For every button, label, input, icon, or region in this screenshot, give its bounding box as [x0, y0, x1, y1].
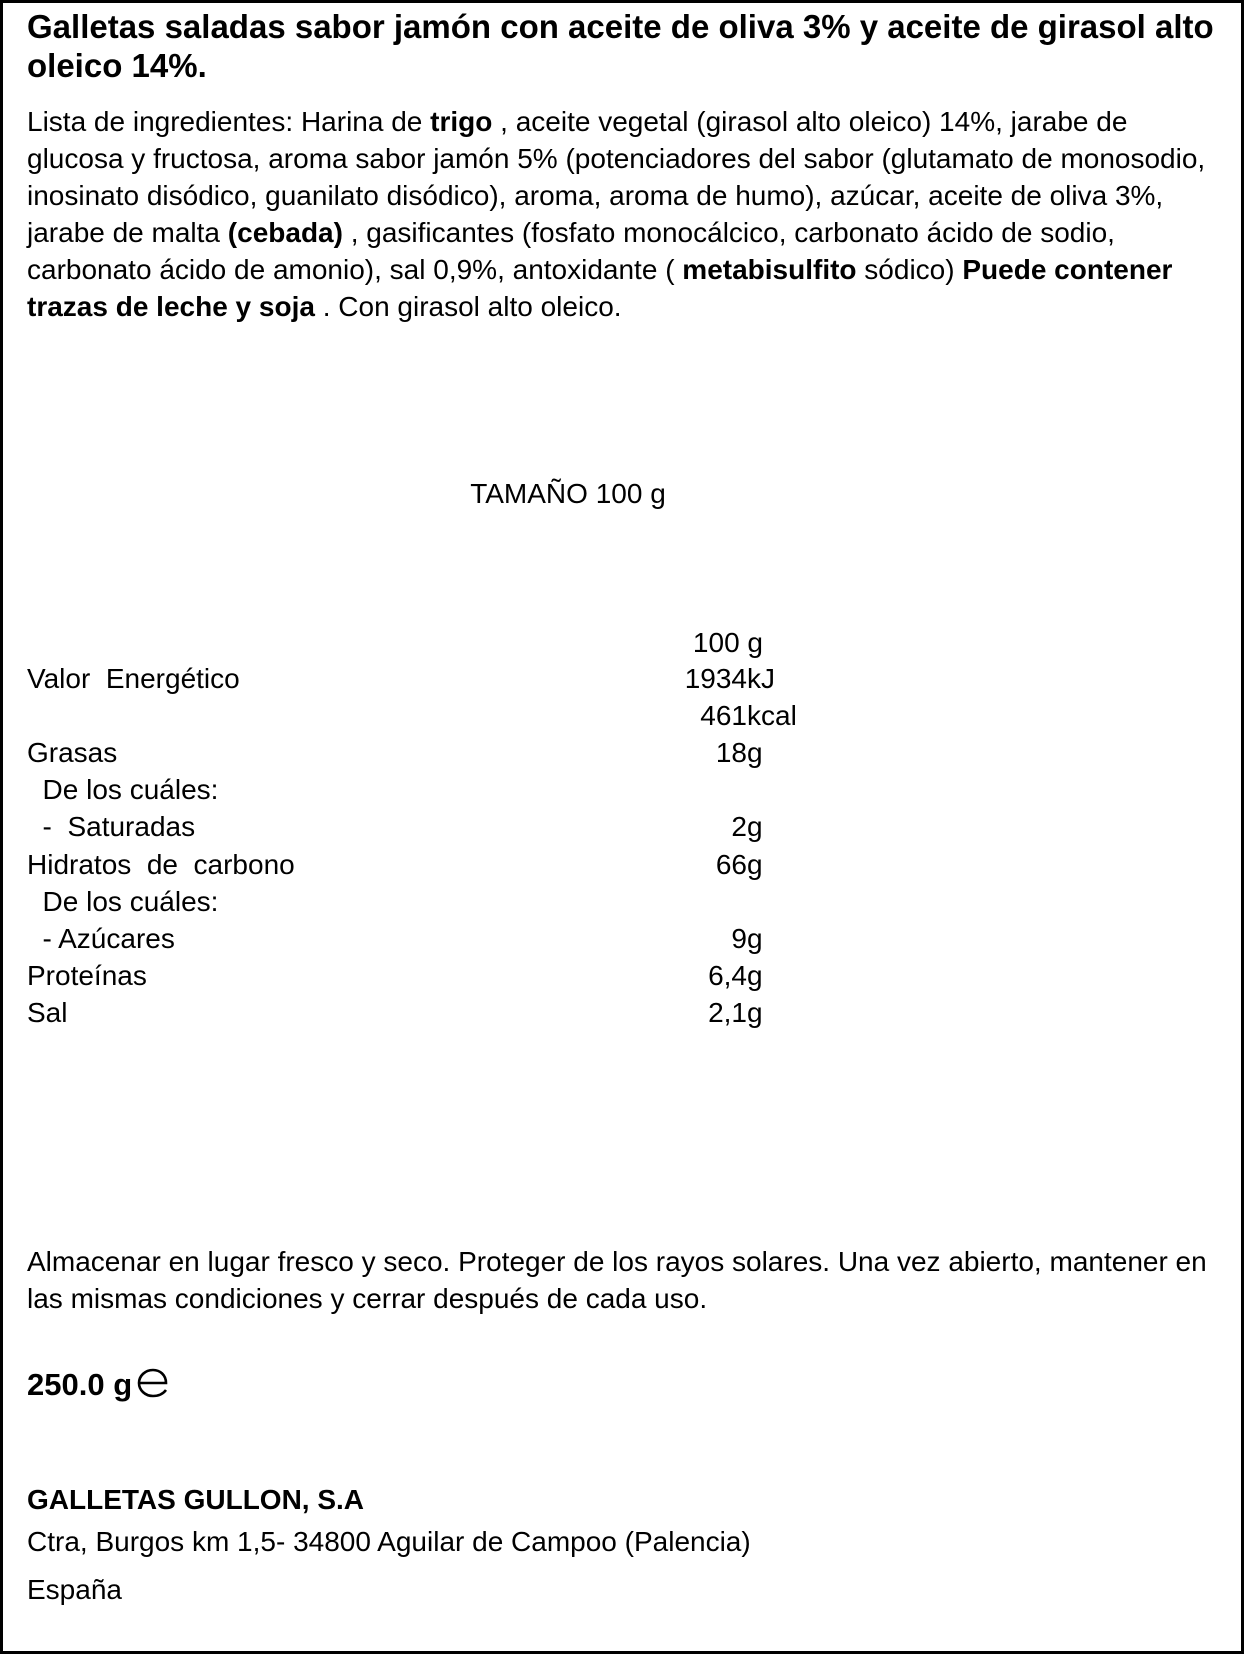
nutrient-value: 2	[731, 811, 747, 842]
ingredients-list	[27, 103, 1227, 325]
ingredients-text: sódico)	[856, 254, 963, 285]
nutrient-value: 1934	[684, 663, 747, 694]
allergen-wheat: trigo	[430, 106, 493, 137]
nutrition-row	[27, 994, 1027, 1031]
nutrient-value: 66	[715, 849, 747, 880]
nutrient-name: De los cuáles:	[27, 886, 219, 917]
nutrient-unit: g	[747, 997, 763, 1028]
ingredients-text: , aceite vegetal (girasol alto oleico) 14%, jarabe de glucosa y fructosa, aroma sabor jamón 5% (potenciadores del sabor (glutamato de monosodio, inosinato disódico, guanilato disódico), aroma, aroma de humo), azúcar, aceite de oliva 3%, jarabe de malta	[27, 106, 1206, 248]
nutrient-unit: kJ	[747, 663, 775, 694]
nutrition-row	[27, 771, 1027, 808]
net-quantity-value: 250.0 g	[27, 1367, 133, 1402]
allergen-sulphite: metabisulfito	[682, 254, 857, 285]
nutrient-name: Sal	[27, 997, 68, 1028]
storage-instructions: Almacenar en lugar fresco y seco. Proteger de los rayos solares. Una vez abierto, mantener en las mismas condiciones y cerrar después de cada uso.	[27, 1246, 1207, 1314]
product-title: Galletas saladas sabor jamón con aceite de oliva 3% y aceite de girasol alto oleico 14%.	[27, 8, 1214, 84]
nutrition-row	[27, 920, 1027, 957]
nutrient-name: De los cuáles:	[27, 774, 219, 805]
nutrient-value: 9	[731, 923, 747, 954]
nutrient-unit: kcal	[747, 700, 797, 731]
serving-size: TAMAÑO 100 g	[470, 478, 666, 509]
nutrient-name: - Saturadas	[27, 811, 196, 842]
nutrient-value: 2,1	[708, 997, 747, 1028]
ingredients-text: . Con girasol alto oleico.	[314, 291, 622, 322]
nutrient-name: Grasas	[27, 737, 118, 768]
allergen-barley: (cebada)	[227, 217, 343, 248]
nutrient-name: - Azúcares	[27, 923, 175, 954]
nutrition-row	[27, 660, 1027, 697]
nutrition-row	[27, 883, 1027, 920]
ingredients-text: , gasificantes (fosfato monocálcico, carbonato ácido de sodio, carbonato ácido de amonio), sal 0,9%, antoxidante (	[27, 217, 1115, 285]
nutrient-unit: g	[747, 811, 763, 842]
nutrient-unit: g	[747, 960, 763, 991]
manufacturer-address: Ctra, Burgos km 1,5- 34800 Aguilar de Campoo (Palencia)	[27, 1526, 751, 1557]
nutrient-name: Proteínas	[27, 960, 147, 991]
nutrition-row	[27, 734, 1027, 771]
manufacturer-country: España	[27, 1574, 122, 1605]
allergen-traces: Puede contener trazas de leche y soja	[27, 254, 1173, 322]
nutrition-row	[27, 808, 1027, 845]
nutrition-column-header: 100 g	[692, 627, 763, 658]
nutrition-row	[27, 697, 1027, 734]
ingredients-text: Lista de ingredientes: Harina de	[27, 106, 431, 137]
nutrient-name: Valor Energético	[27, 663, 240, 694]
nutrient-unit: g	[747, 923, 763, 954]
nutrition-row	[27, 957, 1027, 994]
nutrient-value: 6,4	[708, 960, 747, 991]
nutrient-name: Hidratos de carbono	[27, 849, 295, 880]
nutrition-row	[27, 846, 1027, 883]
nutrient-unit: g	[747, 849, 763, 880]
manufacturer-name: GALLETAS GULLON, S.A	[27, 1484, 365, 1515]
estimated-e-mark-icon	[136, 1367, 170, 1407]
nutrient-value: 461	[700, 700, 747, 731]
nutrient-value: 18	[715, 737, 747, 768]
net-quantity	[27, 1366, 170, 1407]
nutrient-unit: g	[747, 737, 763, 768]
